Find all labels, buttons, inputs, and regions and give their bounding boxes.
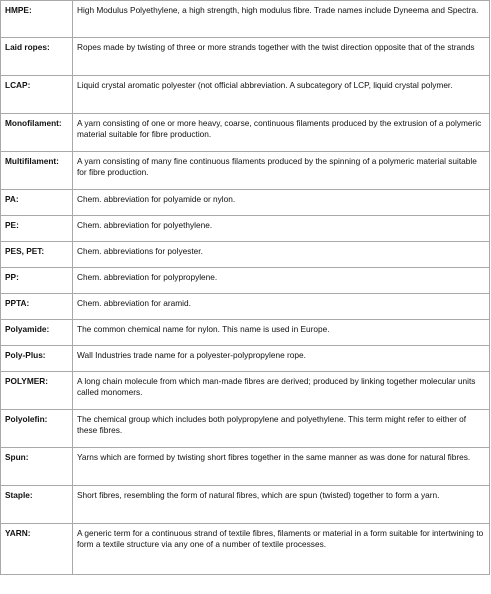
definition-cell: Chem. abbreviation for aramid.: [73, 294, 490, 320]
definition-cell: Chem. abbreviation for polyamide or nylon.: [73, 190, 490, 216]
table-row: [1, 346, 490, 372]
definition-cell: Short fibres, resembling the form of natural fibres, which are spun (twisted) together to form a yarn.: [73, 486, 490, 524]
definition-cell: Chem. abbreviation for polyethylene.: [73, 216, 490, 242]
term-cell: PPTA:: [1, 294, 73, 320]
term-cell: Poly-Plus:: [1, 346, 73, 372]
table-row: [1, 294, 490, 320]
definition-cell: Chem. abbreviations for polyester.: [73, 242, 490, 268]
table-row: [1, 320, 490, 346]
term-cell: Monofilament:: [1, 114, 73, 152]
table-row: [1, 242, 490, 268]
table-row: [1, 152, 490, 190]
definition-cell: A yarn consisting of many fine continuous filaments produced by the spinning of a polymeric material suitable for fibre production.: [73, 152, 490, 190]
table-row: [1, 76, 490, 114]
term-cell: Polyolefin:: [1, 410, 73, 448]
table-row: [1, 410, 490, 448]
table-row: [1, 486, 490, 524]
definition-cell: Yarns which are formed by twisting short fibres together in the same manner as was done for natural fibres.: [73, 448, 490, 486]
term-cell: POLYMER:: [1, 372, 73, 410]
definition-cell: Ropes made by twisting of three or more strands together with the twist direction opposite that of the strands: [73, 38, 490, 76]
term-cell: Polyamide:: [1, 320, 73, 346]
term-cell: PE:: [1, 216, 73, 242]
term-cell: YARN:: [1, 524, 73, 575]
definition-cell: A long chain molecule from which man-made fibres are derived; produced by linking together molecular units called monomers.: [73, 372, 490, 410]
definition-cell: Wall Industries trade name for a polyester-polypropylene rope.: [73, 346, 490, 372]
definition-cell: The common chemical name for nylon. This name is used in Europe.: [73, 320, 490, 346]
table-row: [1, 38, 490, 76]
table-row: [1, 216, 490, 242]
definition-cell: High Modulus Polyethylene, a high strength, high modulus fibre. Trade names include Dyneema and Spectra.: [73, 1, 490, 38]
definition-cell: Liquid crystal aromatic polyester (not official abbreviation. A subcategory of LCP, liquid crystal polymer.: [73, 76, 490, 114]
term-cell: PP:: [1, 268, 73, 294]
definition-cell: A yarn consisting of one or more heavy, coarse, continuous filaments produced by the extrusion of a polymeric material suitable for fibre production.: [73, 114, 490, 152]
table-row: [1, 114, 490, 152]
term-cell: LCAP:: [1, 76, 73, 114]
table-row: [1, 190, 490, 216]
definition-cell: The chemical group which includes both polypropylene and polyethylene. This term might refer to either of these fibres.: [73, 410, 490, 448]
definition-cell: Chem. abbreviation for polypropylene.: [73, 268, 490, 294]
term-cell: HMPE:: [1, 1, 73, 38]
term-cell: Laid ropes:: [1, 38, 73, 76]
table-row: [1, 268, 490, 294]
definition-cell: A generic term for a continuous strand of textile fibres, filaments or material in a form suitable for intertwining to form a textile structure via any one of a number of textile processes.: [73, 524, 490, 575]
term-cell: Staple:: [1, 486, 73, 524]
term-cell: Multifilament:: [1, 152, 73, 190]
table-row: [1, 1, 490, 38]
term-cell: PA:: [1, 190, 73, 216]
table-row: [1, 372, 490, 410]
table-row: [1, 448, 490, 486]
term-cell: Spun:: [1, 448, 73, 486]
table-row: [1, 524, 490, 575]
term-cell: PES, PET:: [1, 242, 73, 268]
